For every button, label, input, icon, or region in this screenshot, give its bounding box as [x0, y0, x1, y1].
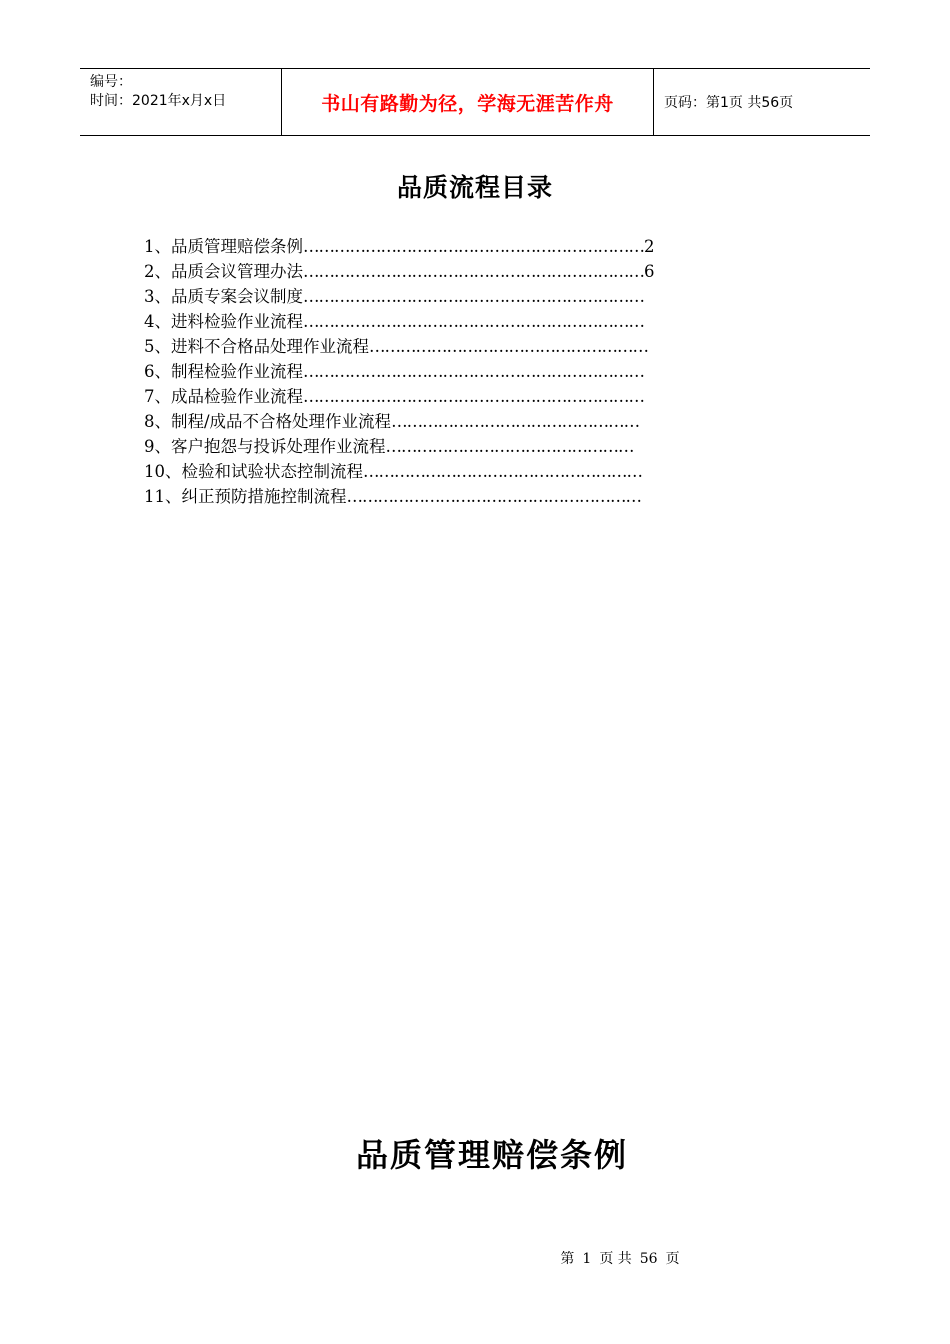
- toc-entry[interactable]: [144, 234, 764, 259]
- toc-entry-leader: …………………………………………………………: [303, 312, 644, 331]
- toc-entry[interactable]: [144, 309, 764, 334]
- header-page-info: 页码：第1页 共56页: [664, 95, 794, 111]
- toc-entry-label: 4、进料检验作业流程: [144, 312, 303, 331]
- toc-entry-page: 6: [644, 262, 655, 281]
- toc-entry-label: 3、品质专案会议制度: [144, 287, 303, 306]
- toc-entry-leader: …………………………………………………: [346, 487, 641, 506]
- toc-entry-leader: ………………………………………………: [363, 462, 642, 481]
- number-label: 编号：: [90, 74, 132, 90]
- table-of-contents: [144, 234, 764, 509]
- toc-entry-leader: …………………………………………………………: [303, 287, 644, 306]
- footer-prefix: 第: [560, 1251, 575, 1267]
- page-title: 品质流程目录: [396, 173, 553, 202]
- toc-entry-label: 9、客户抱怨与投诉处理作业流程: [144, 437, 386, 456]
- toc-entry-label: 2、品质会议管理办法: [144, 262, 303, 281]
- footer-current-page: 1: [582, 1251, 592, 1267]
- footer-mid: 页 共: [599, 1251, 632, 1267]
- page-footer: [0, 1248, 950, 1268]
- toc-entry-leader: …………………………………………: [385, 437, 634, 456]
- toc-entry-label: 7、成品检验作业流程: [144, 387, 303, 406]
- toc-entry-label: 8、制程/成品不合格处理作业流程: [144, 412, 392, 431]
- toc-entry[interactable]: [144, 459, 764, 484]
- toc-entry-leader: …………………………………………………………: [303, 237, 644, 256]
- toc-entry[interactable]: [144, 334, 764, 359]
- toc-entry-leader: …………………………………………: [391, 412, 640, 431]
- footer-suffix: 页: [665, 1251, 680, 1267]
- toc-entry-label: 6、制程检验作业流程: [144, 362, 303, 381]
- header-motto: 书山有路勤为径，学海无涯苦作舟: [321, 92, 614, 115]
- toc-entry-label: 5、进料不合格品处理作业流程: [144, 337, 369, 356]
- toc-entry[interactable]: [144, 409, 764, 434]
- toc-entry[interactable]: [144, 434, 764, 459]
- header-motto-cell: [281, 69, 654, 135]
- toc-entry-page: 2: [644, 237, 655, 256]
- toc-entry-leader: ………………………………………………: [369, 337, 648, 356]
- header-meta: [80, 69, 281, 135]
- toc-entry[interactable]: [144, 259, 764, 284]
- toc-entry[interactable]: [144, 384, 764, 409]
- footer-total-pages: 56: [639, 1251, 658, 1267]
- section-title: 品质管理赔偿条例: [355, 1136, 628, 1174]
- toc-entry[interactable]: [144, 284, 764, 309]
- toc-entry-leader: …………………………………………………………: [303, 362, 644, 381]
- toc-entry[interactable]: [144, 359, 764, 384]
- toc-entry[interactable]: [144, 484, 764, 509]
- toc-entry-label: 10、检验和试验状态控制流程: [144, 462, 363, 481]
- header-table: [80, 68, 870, 136]
- toc-entry-label: 1、品质管理赔偿条例: [144, 237, 303, 256]
- date-label: 时间：2021年x月x日: [90, 93, 227, 109]
- toc-entry-label: 11、纠正预防措施控制流程: [144, 487, 347, 506]
- toc-entry-leader: …………………………………………………………: [303, 262, 644, 281]
- toc-entry-leader: …………………………………………………………: [303, 387, 644, 406]
